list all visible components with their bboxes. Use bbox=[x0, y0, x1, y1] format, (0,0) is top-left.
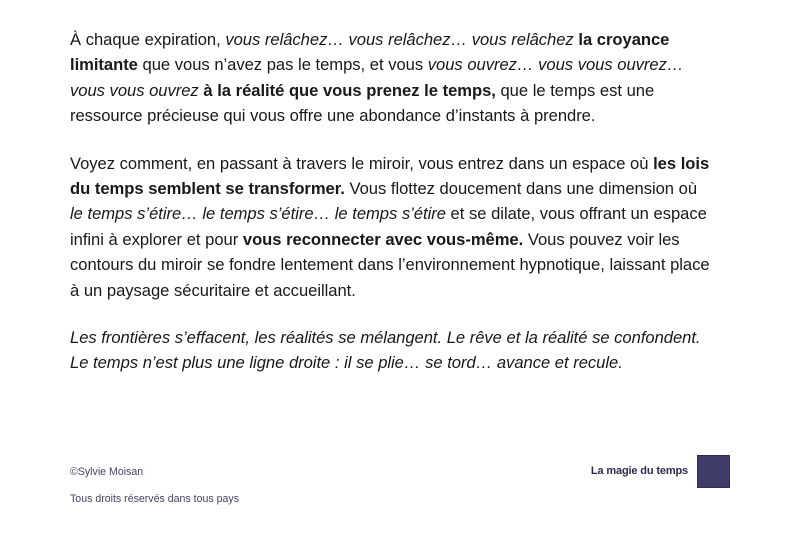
document-body bbox=[70, 27, 712, 376]
paragraph-1 bbox=[70, 27, 712, 129]
strong-run: la croyance limitante bbox=[70, 30, 670, 75]
brand-name-label: La magie du temps bbox=[590, 465, 688, 477]
text-run: À chaque expiration, bbox=[70, 30, 226, 49]
text-run: Voyez comment, en passant à travers le miroir, vous entrez dans un espace où bbox=[70, 153, 654, 173]
brand-square-icon bbox=[697, 455, 730, 488]
emphasis-run: le temps s’étire… le temps s’étire… le temps s’étire bbox=[70, 204, 446, 224]
paragraph-2 bbox=[70, 151, 712, 303]
copyright-notice bbox=[70, 453, 239, 520]
strong-run: vous reconnecter avec vous-même. bbox=[242, 229, 524, 249]
copyright-line-rights: Tous droits réservés dans tous pays bbox=[70, 493, 239, 506]
page-footer bbox=[70, 453, 730, 506]
text-run: Les frontières s’effacent, les réalités se mélangent. Le rêve et la réalité se confondent. Le temps n’est plus une ligne droite : il se plie… se tord… avance et recule. bbox=[70, 328, 701, 373]
emphasis-run: vous ouvrez… vous vous ouvrez… vous vous ouvrez bbox=[70, 55, 684, 100]
paragraph-3 bbox=[70, 325, 712, 376]
text-run: que le temps est une ressource précieuse qui vous offre une abondance d’instants à prendre. bbox=[70, 80, 655, 126]
copyright-line-author: ©Sylvie Moisan bbox=[70, 466, 144, 479]
brand-logo bbox=[591, 453, 730, 489]
text-run: et se dilate, vous offrant un espace infini à explorer et pour bbox=[70, 204, 707, 249]
strong-run: les lois du temps semblent se transformer. bbox=[70, 153, 710, 199]
text-run: que vous n’avez pas le temps, et vous bbox=[137, 55, 428, 75]
strong-run: à la réalité que vous prenez le temps, bbox=[203, 80, 496, 100]
emphasis-run: vous relâchez… vous relâchez… vous relâchez bbox=[225, 30, 574, 49]
text-run: Vous pouvez voir les contours du miroir se fondre lentement dans l’environnement hypnotique, laissant place à un paysage sécuritaire et accueillant. bbox=[70, 229, 710, 300]
text-run: Vous flottez doucement dans une dimension où bbox=[344, 179, 698, 199]
